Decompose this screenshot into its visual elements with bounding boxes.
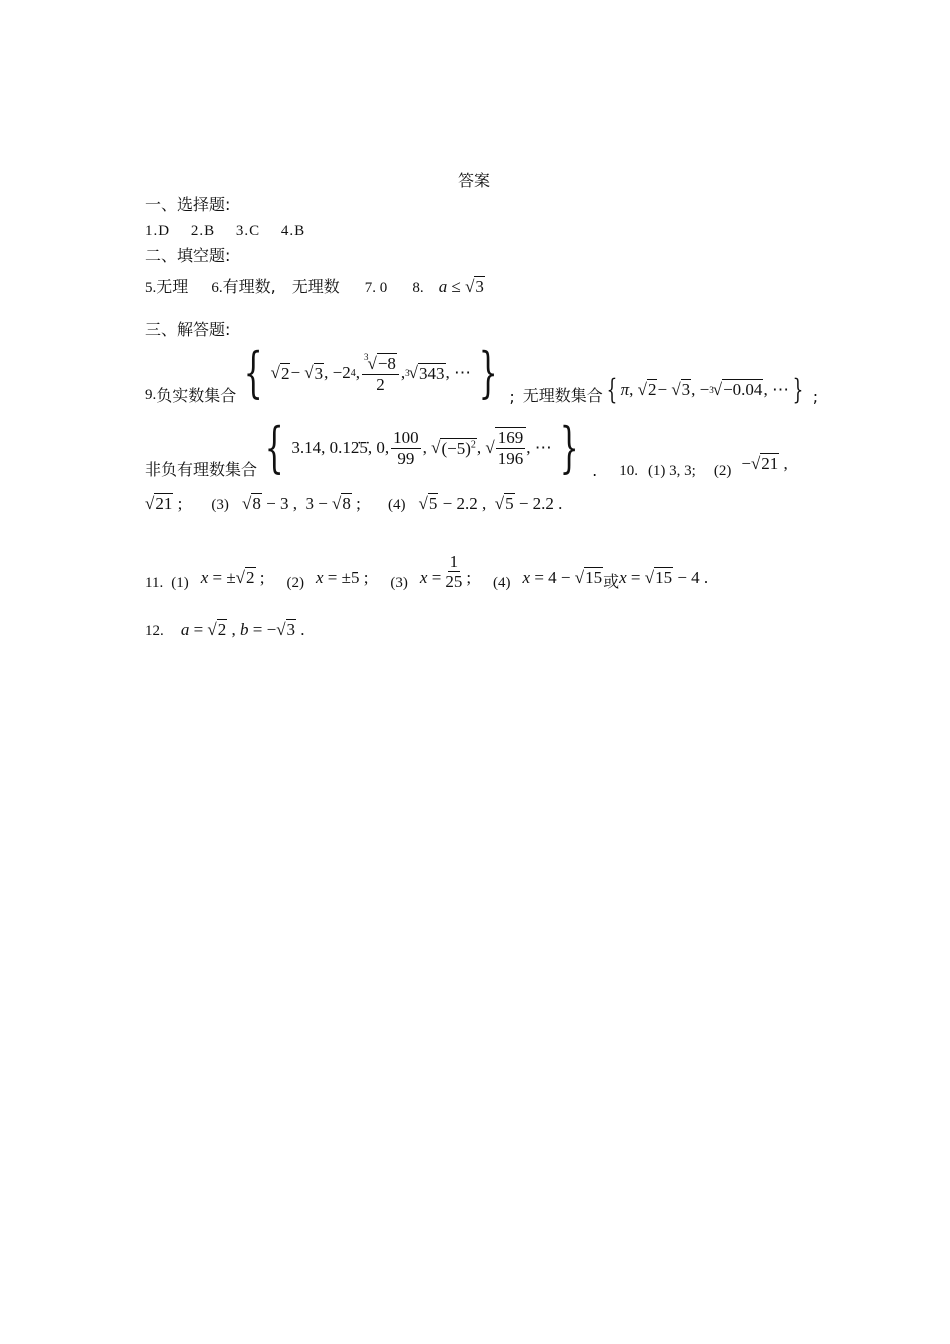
q11-part-3-answer: x = $\frac{1}{25}$ ; bbox=[419, 551, 472, 592]
q10-part-2-answer-a: −√21 , bbox=[741, 454, 788, 473]
q9-negative-label: 负实数集合 bbox=[156, 386, 237, 405]
page-title: 答案 bbox=[458, 171, 491, 190]
q6-number: 6. bbox=[211, 280, 223, 296]
q6-answer: 有理数, 无理数 bbox=[222, 277, 340, 296]
q11-number: 11. bbox=[145, 575, 164, 591]
q10-number: 10. bbox=[619, 463, 638, 479]
section-heading-solve: 三、解答题: bbox=[145, 320, 231, 339]
q5-answer: 无理 bbox=[156, 277, 189, 296]
q8-number: 8. bbox=[412, 280, 424, 296]
q11-part-2-answer: x = ±5 ; bbox=[315, 568, 369, 587]
q9-irrational-label: 无理数集合 bbox=[522, 386, 603, 405]
q9-negative-set: { √ 2 − √ 3 , −2 4 , $\frac{^3√-8}{2}$ , 3 √ 343 , ⋯ } bbox=[243, 341, 498, 404]
q9-irrational-set: { π , √ 2 − √ 3 , − 3 √ −0.04 , ⋯ } bbox=[606, 373, 804, 406]
q10-part-2-answer-b: √21 ; bbox=[145, 494, 183, 513]
q9-nonnegative-label: 非负有理数集合 bbox=[145, 460, 258, 479]
q9-row bbox=[145, 340, 818, 406]
fill-answers-row bbox=[145, 274, 485, 297]
q9-sep-2: ; bbox=[812, 387, 819, 406]
q11-part-2-label: (2) bbox=[286, 575, 304, 591]
q5-number: 5. bbox=[145, 280, 157, 296]
q7-answer: 7. 0 bbox=[364, 280, 388, 296]
q11-or: 或 bbox=[603, 572, 620, 591]
q9-end: . bbox=[592, 461, 598, 480]
q9-number: 9. bbox=[145, 387, 157, 403]
q11-row bbox=[145, 540, 708, 594]
q9-sep-1: ; bbox=[509, 387, 515, 406]
q10-part-3-label: (3) bbox=[211, 497, 229, 513]
q12-row bbox=[145, 620, 305, 640]
q8-answer: a ≤ √3 bbox=[438, 277, 484, 296]
q10-row-2 bbox=[145, 494, 562, 514]
q10-part-4-label: (4) bbox=[387, 497, 406, 513]
q10-part-2-label: (2) bbox=[713, 463, 732, 479]
q12-answer: a = √2 , b = −√3 . bbox=[180, 620, 305, 639]
q11-part-4-answer-b: x = √15 − 4 . bbox=[619, 568, 709, 587]
q10-part-3-answer: √8 − 3 , 3 − √8 ; bbox=[242, 494, 361, 513]
q10-part-1: (1) 3, 3; bbox=[647, 463, 696, 479]
section-heading-choice: 一、选择题: bbox=[145, 195, 231, 214]
q12-number: 12. bbox=[145, 623, 164, 639]
q11-part-4-label: (4) bbox=[493, 575, 511, 591]
q9-row-2 bbox=[145, 416, 788, 480]
q11-part-4-answer-a: x = 4 − √15 bbox=[522, 568, 603, 587]
q11-part-3-label: (3) bbox=[390, 575, 408, 591]
q10-part-4-answer: √5 − 2.2 , √5 − 2.2 . bbox=[418, 494, 563, 513]
choice-answers: 1.D 2.B 3.C 4.B bbox=[145, 223, 306, 239]
q11-part-1-label: (1) bbox=[171, 575, 189, 591]
q11-part-1-answer: x = ±√2 ; bbox=[200, 568, 265, 587]
q9-nonnegative-set: { 3.14, 0.12̇5̇, 0, $\frac{100}{99}$ , √ $(-5)^2$ , √ $\frac{169}{196}$ , ⋯ } bbox=[264, 416, 579, 479]
section-heading-fill: 二、填空题: bbox=[145, 246, 231, 265]
